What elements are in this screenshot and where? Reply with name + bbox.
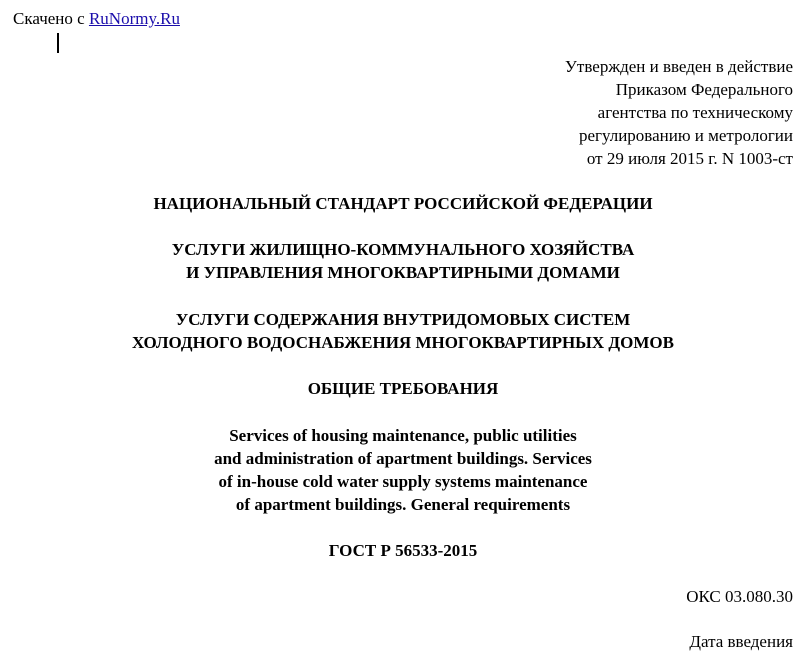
approval-block xyxy=(565,55,793,170)
english-title-line: Services of housing maintenance, public utilities xyxy=(229,426,577,445)
text-cursor xyxy=(57,33,59,53)
gost-code: ГОСТ Р 56533-2015 xyxy=(328,541,478,560)
download-source-line xyxy=(13,8,180,30)
download-prefix: Скачено с xyxy=(13,9,85,28)
standard-type: НАЦИОНАЛЬНЫЙ СТАНДАРТ РОССИЙСКОЙ ФЕДЕРАЦИИ xyxy=(153,194,653,213)
gost-code-heading xyxy=(0,539,799,562)
intro-date-label: Дата введения xyxy=(689,632,793,651)
subject-line: ХОЛОДНОГО ВОДОСНАБЖЕНИЯ МНОГОКВАРТИРНЫХ ДОМОВ xyxy=(132,333,674,352)
subject-line: УСЛУГИ СОДЕРЖАНИЯ ВНУТРИДОМОВЫХ СИСТЕМ xyxy=(175,310,631,329)
subject-heading xyxy=(0,308,799,354)
services-heading xyxy=(0,238,799,284)
english-title-line: and administration of apartment buildings. Services xyxy=(214,449,592,468)
site-link[interactable]: RuNormy.Ru xyxy=(88,9,180,28)
oks-code: ОКС 03.080.30 xyxy=(686,587,793,606)
approval-line: Приказом Федерального xyxy=(615,80,793,99)
approval-line: от 29 июля 2015 г. N 1003-ст xyxy=(586,149,793,168)
english-title-line: of apartment buildings. General requirements xyxy=(235,495,571,514)
english-title xyxy=(0,424,799,516)
services-line: И УПРАВЛЕНИЯ МНОГОКВАРТИРНЫМИ ДОМАМИ xyxy=(186,263,620,282)
english-title-line: of in-house cold water supply systems maintenance xyxy=(218,472,588,491)
approval-line: агентства по техническому xyxy=(597,103,793,122)
approval-line: регулированию и метрологии xyxy=(578,126,793,145)
standard-type-heading xyxy=(0,192,799,215)
approval-line: Утвержден и введен в действие xyxy=(564,57,793,76)
general-requirements-heading xyxy=(0,377,799,400)
services-line: УСЛУГИ ЖИЛИЩНО-КОММУНАЛЬНОГО ХОЗЯЙСТВА xyxy=(171,240,635,259)
general-requirements: ОБЩИЕ ТРЕБОВАНИЯ xyxy=(307,379,499,398)
